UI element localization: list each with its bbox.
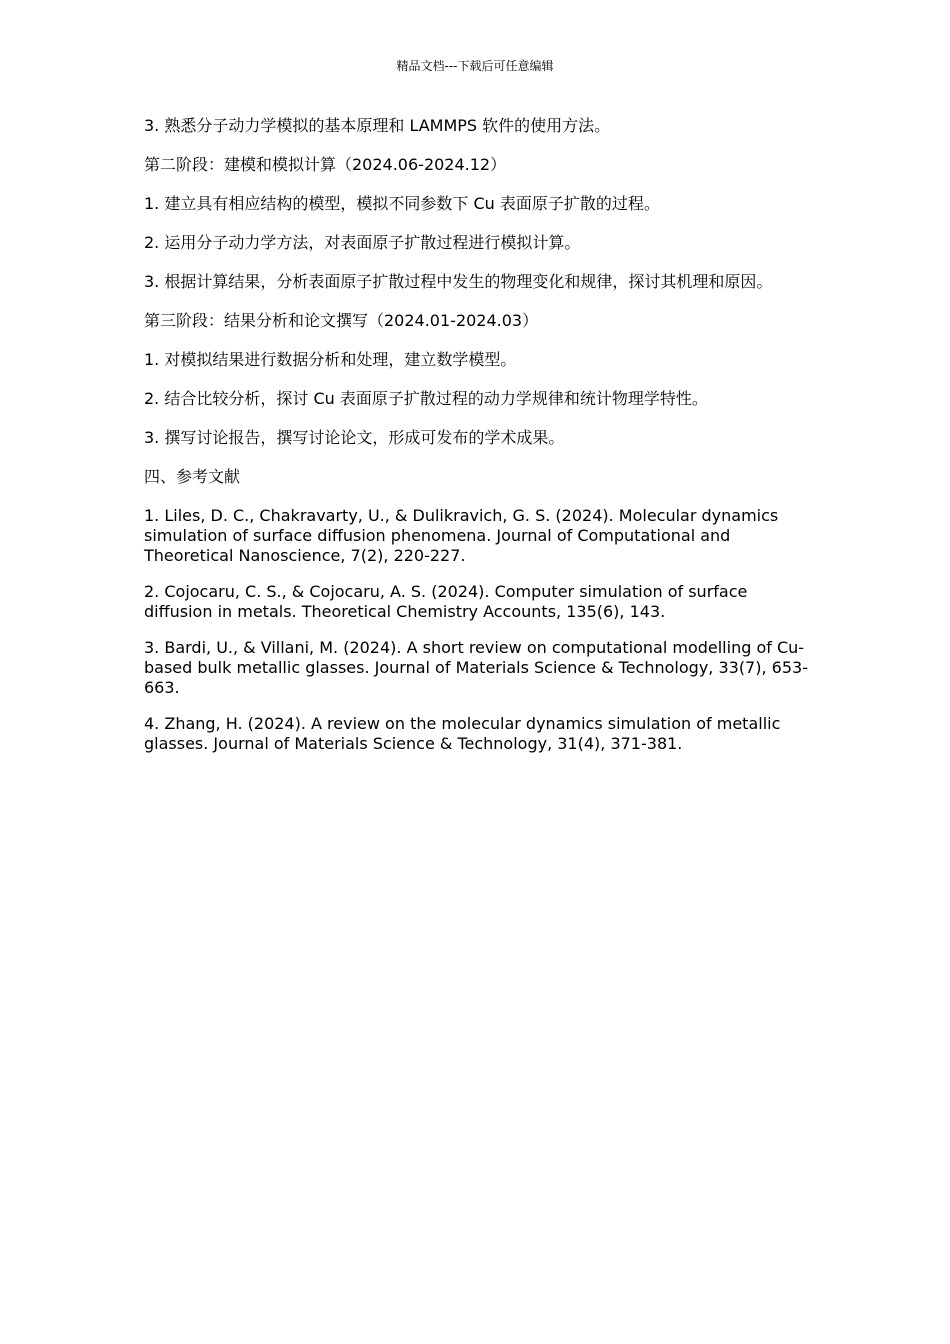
- stage-two-step-3: 3. 根据计算结果，分析表面原子扩散过程中发生的物理变化和规律，探讨其机理和原因。: [144, 272, 773, 291]
- reference-item: 4. Zhang, H. (2024). A review on the molecular dynamics simulation of metallic glasses. Journal of Materials Science & Technology, 31(4), 371-381.: [144, 714, 781, 753]
- stage-two-step-1: 1. 建立具有相应结构的模型，模拟不同参数下 Cu 表面原子扩散的过程。: [144, 194, 660, 213]
- references-heading: 四、参考文献: [144, 467, 241, 486]
- stage-three-heading: 第三阶段：结果分析和论文撰写（2024.01-2024.03）: [144, 311, 539, 330]
- stage-two-heading: 第二阶段：建模和模拟计算（2024.06-2024.12）: [144, 155, 507, 174]
- reference-item: 1. Liles, D. C., Chakravarty, U., & Dulikravich, G. S. (2024). Molecular dynamics simulation of surface diffusion phenomena. Journal of Computational and Theoretical Nanoscience, 7(2), 220-227.: [144, 506, 779, 565]
- reference-item: 3. Bardi, U., & Villani, M. (2024). A short review on computational modelling of Cu-based bulk metallic glasses. Journal of Materials Science & Technology, 33(7), 653-663.: [144, 638, 808, 697]
- page-header: 精品文档---下载后可任意编辑: [396, 59, 554, 73]
- stage-three-step-1: 1. 对模拟结果进行数据分析和处理，建立数学模型。: [144, 350, 517, 369]
- stage-three-step-2: 2. 结合比较分析，探讨 Cu 表面原子扩散过程的动力学规律和统计物理学特性。: [144, 389, 708, 408]
- stage-two-step-2: 2. 运用分子动力学方法，对表面原子扩散过程进行模拟计算。: [144, 233, 581, 252]
- plan-step-familiarize-lammps: 3. 熟悉分子动力学模拟的基本原理和 LAMMPS 软件的使用方法。: [144, 116, 611, 135]
- reference-item: 2. Cojocaru, C. S., & Cojocaru, A. S. (2024). Computer simulation of surface diffusion in metals. Theoretical Chemistry Accounts, 135(6), 143.: [144, 582, 748, 621]
- stage-three-step-3: 3. 撰写讨论报告，撰写讨论论文，形成可发布的学术成果。: [144, 428, 565, 447]
- document-body: [144, 116, 812, 770]
